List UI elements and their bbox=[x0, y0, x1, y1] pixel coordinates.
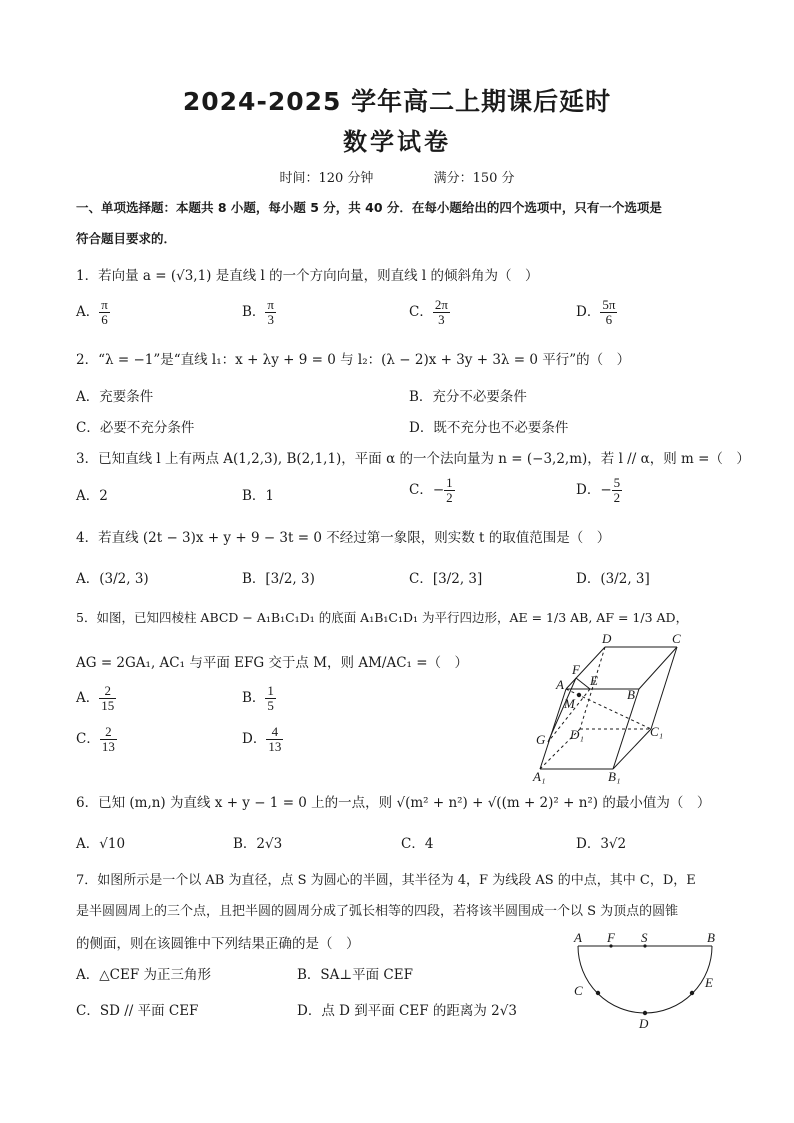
q6-stem: 6．已知 (m,n) 为直线 x + y − 1 = 0 上的一点，则 √(m² + n²) + √((m + 2)² + n²) 的最小值为（ ） bbox=[76, 795, 711, 811]
point-d bbox=[643, 1011, 647, 1015]
q7-option-b[interactable]: B．SA⊥平面 CEF bbox=[297, 967, 413, 983]
fig-label: G bbox=[536, 732, 546, 747]
q7-option-c[interactable]: C．SD // 平面 CEF bbox=[76, 1003, 199, 1019]
q2-stem: 2．“λ = −1”是“直线 l₁：x + λy + 9 = 0 与 l₂：(λ − 2)x + 3y + 3λ = 0 平行”的（ ） bbox=[76, 352, 631, 368]
q5-prism-figure bbox=[520, 632, 700, 784]
fraction bbox=[265, 684, 276, 713]
fig-label: A bbox=[574, 930, 582, 945]
q1-option-d[interactable] bbox=[576, 298, 617, 327]
q3-option-b[interactable]: B．1 bbox=[242, 488, 275, 504]
q5-stem-cont: AG = 2GA₁, AC₁ 与平面 EFG 交于点 M，则 AM/AC₁ =（ ） bbox=[76, 655, 469, 671]
numerator: π bbox=[267, 297, 274, 312]
denominator: 2 bbox=[613, 490, 621, 505]
exam-score: 满分：150 分 bbox=[433, 171, 515, 186]
fig-label: B bbox=[707, 930, 715, 945]
point-m bbox=[577, 693, 581, 697]
q7-option-d[interactable]: D．点 D 到平面 CEF 的距离为 2√3 bbox=[297, 1003, 517, 1019]
option-label: C． bbox=[409, 304, 433, 320]
q7-stem-cont2: 的侧面，则在该圆锥中下列结果正确的是（ ） bbox=[76, 936, 360, 952]
option-label: C．− bbox=[409, 482, 445, 498]
numerator: 5 bbox=[613, 475, 621, 490]
q6-option-a[interactable]: A．√10 bbox=[76, 836, 126, 852]
edge-dd1 bbox=[580, 647, 605, 729]
fig-label: D bbox=[602, 632, 612, 646]
q1-option-a[interactable] bbox=[76, 298, 110, 327]
edge-aa1 bbox=[540, 689, 566, 769]
q5-option-b[interactable] bbox=[242, 684, 276, 713]
fig-label: E bbox=[590, 673, 598, 688]
fraction bbox=[99, 684, 116, 713]
fig-label: D bbox=[639, 1016, 649, 1031]
fig-label: S bbox=[641, 930, 648, 945]
fraction bbox=[612, 476, 623, 505]
q5-stem: 5．如图，已知四棱柱 ABCD − A₁B₁C₁D₁ 的底面 A₁B₁C₁D₁ 为平行四边形，AE = 1/3 AB, AF = 1/3 AD， bbox=[76, 610, 689, 625]
q2-option-a[interactable]: A．充要条件 bbox=[76, 389, 154, 405]
exam-meta bbox=[0, 167, 794, 186]
q7-semicircle-figure bbox=[566, 928, 726, 1032]
q5-option-c[interactable] bbox=[76, 725, 117, 754]
section-heading-cont: 符合题目要求的． bbox=[76, 231, 177, 246]
option-label: D．− bbox=[576, 482, 612, 498]
q6-option-b[interactable]: B．2√3 bbox=[233, 836, 283, 852]
fraction bbox=[265, 298, 276, 327]
fig-label: C bbox=[672, 632, 681, 646]
segment-ef bbox=[576, 678, 590, 689]
q2-option-d[interactable]: D．既不充分也不必要条件 bbox=[409, 420, 569, 436]
fig-label: F bbox=[607, 930, 615, 945]
fig-label: C₁ bbox=[650, 724, 664, 739]
denominator: 6 bbox=[605, 312, 613, 327]
option-label: B． bbox=[242, 690, 266, 706]
option-label: C． bbox=[76, 731, 100, 747]
q6-option-c[interactable]: C．4 bbox=[401, 836, 434, 852]
q4-option-b[interactable]: B．[3/2, 3) bbox=[242, 571, 315, 587]
q2-option-c[interactable]: C．必要不充分条件 bbox=[76, 420, 195, 436]
q7-stem-cont: 是半圆圆周上的三个点，且把半圆的圆周分成了弧长相等的四段，若将该半圆围成一个以 S 为顶点的圆锥 bbox=[76, 904, 679, 919]
q1-option-c[interactable] bbox=[409, 298, 450, 327]
q4-option-c[interactable]: C．[3/2, 3] bbox=[409, 571, 483, 587]
fraction bbox=[100, 725, 117, 754]
exam-time: 时间：120 分钟 bbox=[279, 171, 374, 186]
denominator: 15 bbox=[101, 698, 115, 713]
q5-option-a[interactable] bbox=[76, 684, 116, 713]
q3-stem: 3．已知直线 l 上有两点 A(1,2,3), B(2,1,1)，平面 α 的一个法向量为 n = (−3,2,m)，若 l // α，则 m =（ ） bbox=[76, 451, 750, 467]
q3-option-c[interactable] bbox=[409, 476, 455, 505]
denominator: 3 bbox=[438, 312, 445, 327]
numerator: 4 bbox=[266, 725, 283, 740]
edge-b1c1 bbox=[613, 729, 651, 769]
numerator: 1 bbox=[267, 683, 274, 698]
option-label: A． bbox=[76, 304, 100, 320]
numerator: π bbox=[101, 297, 108, 312]
fraction bbox=[444, 476, 455, 505]
q2-option-b[interactable]: B．充分不必要条件 bbox=[409, 389, 527, 405]
semicircle-arc bbox=[578, 946, 712, 1013]
q7-stem: 7．如图所示是一个以 AB 为直径，点 S 为圆心的半圆，其半径为 4，F 为线段 AS 的中点，其中 C，D，E bbox=[76, 873, 696, 888]
numerator: 5π bbox=[602, 297, 616, 312]
point-e bbox=[690, 991, 694, 995]
q1-stem: 1．若向量 a = (√3,1) 是直线 l 的一个方向向量，则直线 l 的倾斜角为（ ） bbox=[76, 268, 539, 284]
fig-label: F bbox=[572, 662, 580, 677]
q4-option-a[interactable]: A．(3/2, 3) bbox=[76, 571, 149, 587]
edge-cb bbox=[639, 647, 677, 689]
edge-cc1 bbox=[651, 647, 677, 729]
fraction bbox=[266, 725, 283, 754]
numerator: 2π bbox=[434, 297, 448, 312]
fig-label: B₁ bbox=[608, 769, 621, 784]
fig-label: M bbox=[564, 696, 575, 711]
point-c bbox=[596, 991, 600, 995]
q1-option-b[interactable] bbox=[242, 298, 276, 327]
fraction bbox=[99, 298, 110, 327]
section-heading: 一、单项选择题：本题共 8 小题，每小题 5 分，共 40 分．在每小题给出的四个选项中，只有一个选项是 bbox=[76, 200, 662, 215]
denominator: 2 bbox=[446, 490, 453, 505]
exam-subject: 数学试卷 bbox=[343, 128, 451, 156]
fig-label: D₁ bbox=[570, 727, 584, 742]
fig-label: E bbox=[705, 975, 713, 990]
fraction bbox=[433, 298, 450, 327]
option-label: B． bbox=[242, 304, 266, 320]
q7-option-a[interactable]: A．△CEF 为正三角形 bbox=[76, 967, 211, 983]
numerator: 2 bbox=[100, 725, 117, 740]
q6-option-d[interactable]: D．3√2 bbox=[576, 836, 627, 852]
numerator: 2 bbox=[99, 684, 116, 699]
option-label: D． bbox=[576, 304, 601, 320]
option-label: D． bbox=[242, 731, 267, 747]
denominator: 3 bbox=[267, 312, 274, 327]
q5-option-d[interactable] bbox=[242, 725, 283, 754]
q3-option-d[interactable] bbox=[576, 476, 622, 505]
fig-label: B bbox=[627, 687, 635, 702]
option-label: A． bbox=[76, 690, 100, 706]
fig-label: A₁ bbox=[533, 769, 546, 784]
numerator: 1 bbox=[446, 475, 453, 490]
denominator: 6 bbox=[101, 312, 108, 327]
fig-label: A bbox=[556, 677, 564, 692]
fraction bbox=[600, 298, 617, 327]
q4-stem: 4．若直线 (2t − 3)x + y + 9 − 3t = 0 不经过第一象限，则实数 t 的取值范围是（ ） bbox=[76, 530, 611, 546]
denominator: 13 bbox=[101, 739, 115, 754]
denominator: 13 bbox=[268, 739, 282, 754]
fig-label: C bbox=[574, 983, 583, 998]
q3-option-a[interactable]: A．2 bbox=[76, 488, 108, 504]
denominator: 5 bbox=[267, 698, 274, 713]
q4-option-d[interactable]: D．(3/2, 3] bbox=[576, 571, 650, 587]
exam-title: 2024-2025 学年高二上期课后延时 bbox=[182, 87, 612, 116]
